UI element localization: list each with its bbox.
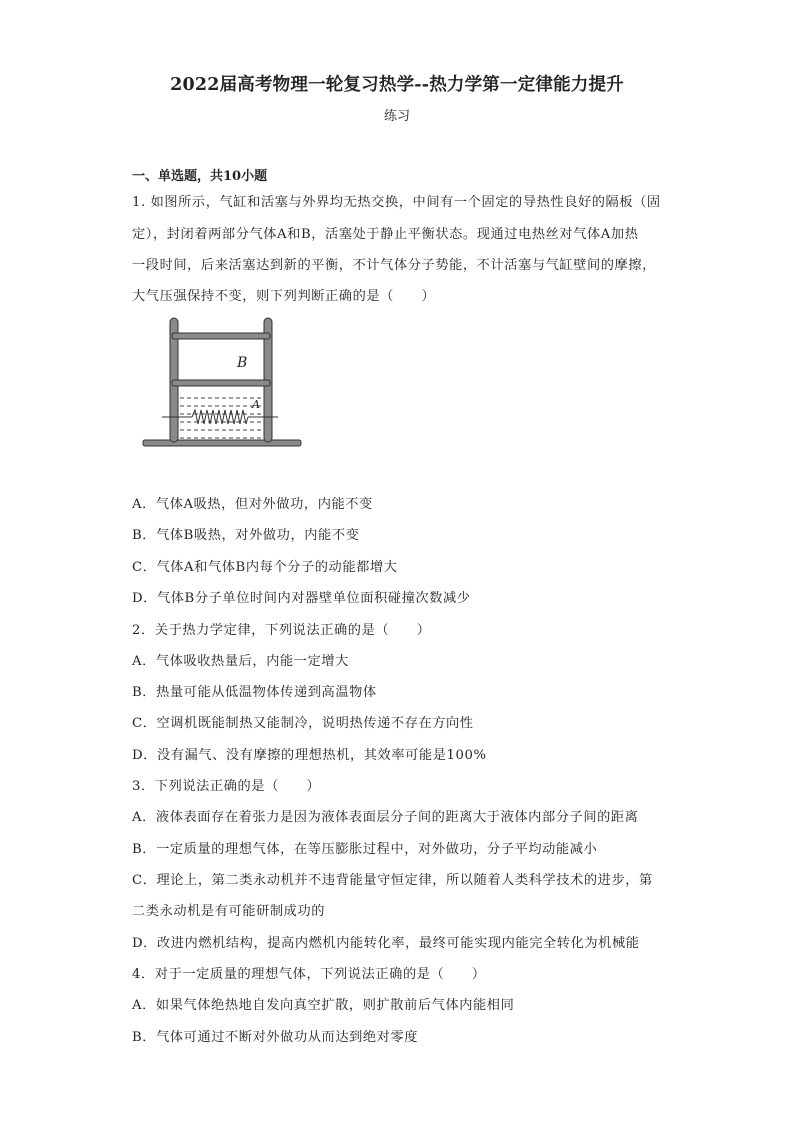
- question-2-option-c: C．空调机既能制热又能制冷，说明热传递不存在方向性: [132, 716, 474, 731]
- question-1-line-2: 定），封闭着两部分气体A和B，活塞处于静止平衡状态。现通过电热丝对气体A加热: [132, 227, 639, 242]
- question-1-option-b: B．气体B吸热，对外做功，内能不变: [132, 528, 360, 543]
- question-3-stem: 3．下列说法正确的是（ ）: [132, 779, 321, 794]
- question-1-option-a: A．气体A吸热，但对外做功，内能不变: [132, 497, 373, 512]
- question-3-option-d: D．改进内燃机结构，提高内燃机内能转化率，最终可能实现内能完全转化为机械能: [132, 936, 640, 951]
- question-1-line-1: 1. 如图所示，气缸和活塞与外界均无热交换，中间有一个固定的导热性良好的隔板（固: [132, 195, 661, 210]
- question-1-option-c: C．气体A和气体B内每个分子的动能都增大: [132, 560, 398, 575]
- question-1-option-d: D．气体B分子单位时间内对器壁单位面积碰撞次数减少: [132, 591, 471, 606]
- heating-wire-coil: [192, 410, 248, 424]
- question-3-option-c-line-1: C．理论上，第二类永动机并不违背能量守恒定律，所以随着人类科学技术的进步，第: [132, 873, 653, 888]
- base-plate: [143, 440, 301, 446]
- question-3-option-b: B．一定质量的理想气体，在等压膨胀过程中，对外做功，分子平均动能减小: [132, 842, 598, 857]
- question-3-option-c-line-2: 二类永动机是有可能研制成功的: [132, 904, 326, 919]
- question-1-line-3: 一段时间，后来活塞达到新的平衡，不计气体分子势能，不计活塞与气缸壁间的摩擦，: [132, 258, 656, 273]
- question-1-line-4: 大气压强保持不变，则下列判断正确的是（ ）: [132, 289, 436, 304]
- question-4-option-b: B．气体可通过不断对外做功从而达到绝对零度: [132, 1030, 419, 1045]
- question-4-stem: 4．对于一定质量的理想气体，下列说法正确的是（ ）: [132, 967, 486, 982]
- document-title: 2022届高考物理一轮复习热学--热力学第一定律能力提升: [170, 75, 624, 95]
- partition: [172, 380, 270, 386]
- document-subtitle: 练习: [383, 109, 410, 124]
- question-2-option-b: B．热量可能从低温物体传递到高温物体: [132, 685, 377, 700]
- question-4-option-a: A．如果气体绝热地自发向真空扩散，则扩散前后气体内能相同: [132, 998, 515, 1013]
- question-3-option-a: A．液体表面存在着张力是因为液体表面层分子间的距离大于液体内部分子间的距离: [132, 810, 639, 825]
- question-2-option-a: A．气体吸收热量后，内能一定增大: [132, 654, 349, 669]
- piston: [172, 333, 270, 339]
- cylinder-diagram: [140, 312, 306, 452]
- gas-a-label: A: [252, 398, 260, 411]
- gas-b-label: B: [237, 355, 248, 371]
- section-heading: 一、单选题，共10小题: [132, 169, 268, 184]
- question-2-stem: 2．关于热力学定律，下列说法正确的是（ ）: [132, 623, 431, 638]
- question-2-option-d: D．没有漏气、没有摩擦的理想热机，其效率可能是100%: [132, 748, 487, 763]
